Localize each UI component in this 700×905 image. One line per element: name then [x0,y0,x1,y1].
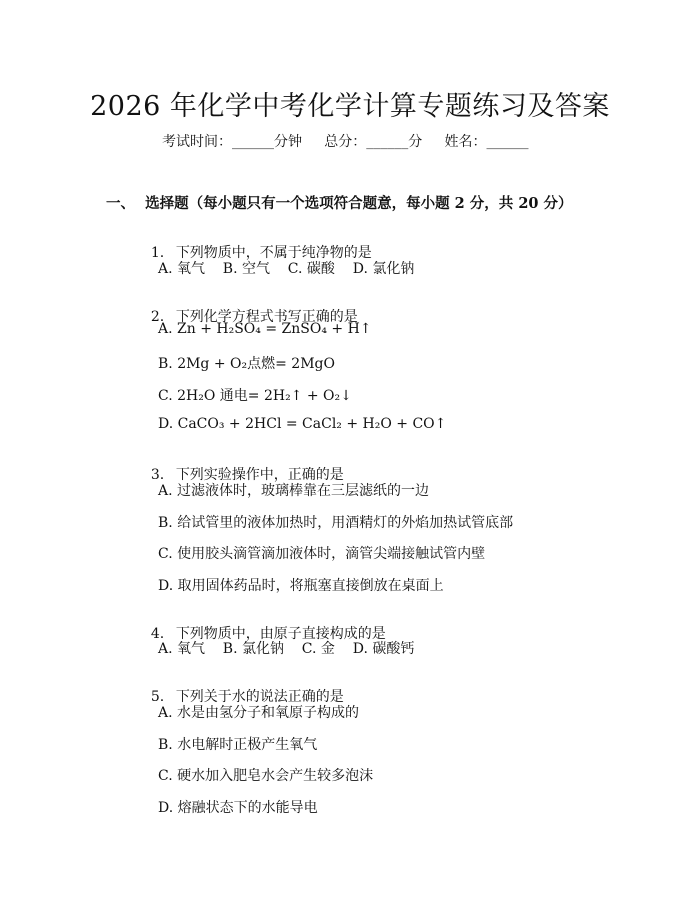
question-number: 3. [150,467,165,483]
question-5-option-a: A. 水是由氢分子和氧原子构成的 [158,705,360,721]
question-text: 下列物质中，由原子直接构成的是 [175,626,386,642]
question-3-option-d: D. 取用固体药品时，将瓶塞直接倒放在桌面上 [158,578,444,594]
question-number: 2. [150,309,165,325]
question-4-options: A. 氧气 B. 氯化钠 C. 金 D. 碳酸钙 [158,641,415,657]
question-number: 1. [150,245,165,261]
question-1-options: A. 氧气 B. 空气 C. 碳酸 D. 氯化钠 [158,261,415,277]
question-3-option-b: B. 给试管里的液体加热时，用酒精灯的外焰加热试管底部 [158,515,514,531]
question-2-option-a: A. Zn + H₂SO₄ = ZnSO₄ + H↑ [158,321,372,337]
question-5-option-d: D. 熔融状态下的水能导电 [158,800,318,816]
question-5-option-b: B. 水电解时正极产生氧气 [158,737,318,753]
exam-meta-line: 考试时间：______分钟 总分：______分 姓名：______ [162,134,529,150]
question-text: 下列关于水的说法正确的是 [175,689,344,705]
section-heading: 一、 选择题（每小题只有一个选项符合题意，每小题 2 分，共 20 分） [106,195,573,212]
question-number: 4. [150,626,165,642]
question-text: 下列化学方程式书写正确的是 [175,309,358,325]
question-text: 下列实验操作中，正确的是 [175,467,344,483]
question-3-option-c: C. 使用胶头滴管滴加液体时，滴管尖端接触试管内壁 [158,546,486,562]
question-2-option-b: B. 2Mg + O₂点燃= 2MgO [158,356,335,372]
question-5-option-c: C. 硬水加入肥皂水会产生较多泡沫 [158,768,374,784]
page-title: 2026 年化学中考化学计算专题练习及答案 [90,91,610,122]
question-2-option-c: C. 2H₂O 通电= 2H₂↑ + O₂↓ [158,388,352,404]
question-number: 5. [150,689,165,705]
question-text: 下列物质中，不属于纯净物的是 [175,245,372,261]
question-2-option-d: D. CaCO₃ + 2HCl = CaCl₂ + H₂O + CO↑ [158,416,447,432]
question-3-option-a: A. 过滤液体时，玻璃棒靠在三层滤纸的一边 [158,483,430,499]
